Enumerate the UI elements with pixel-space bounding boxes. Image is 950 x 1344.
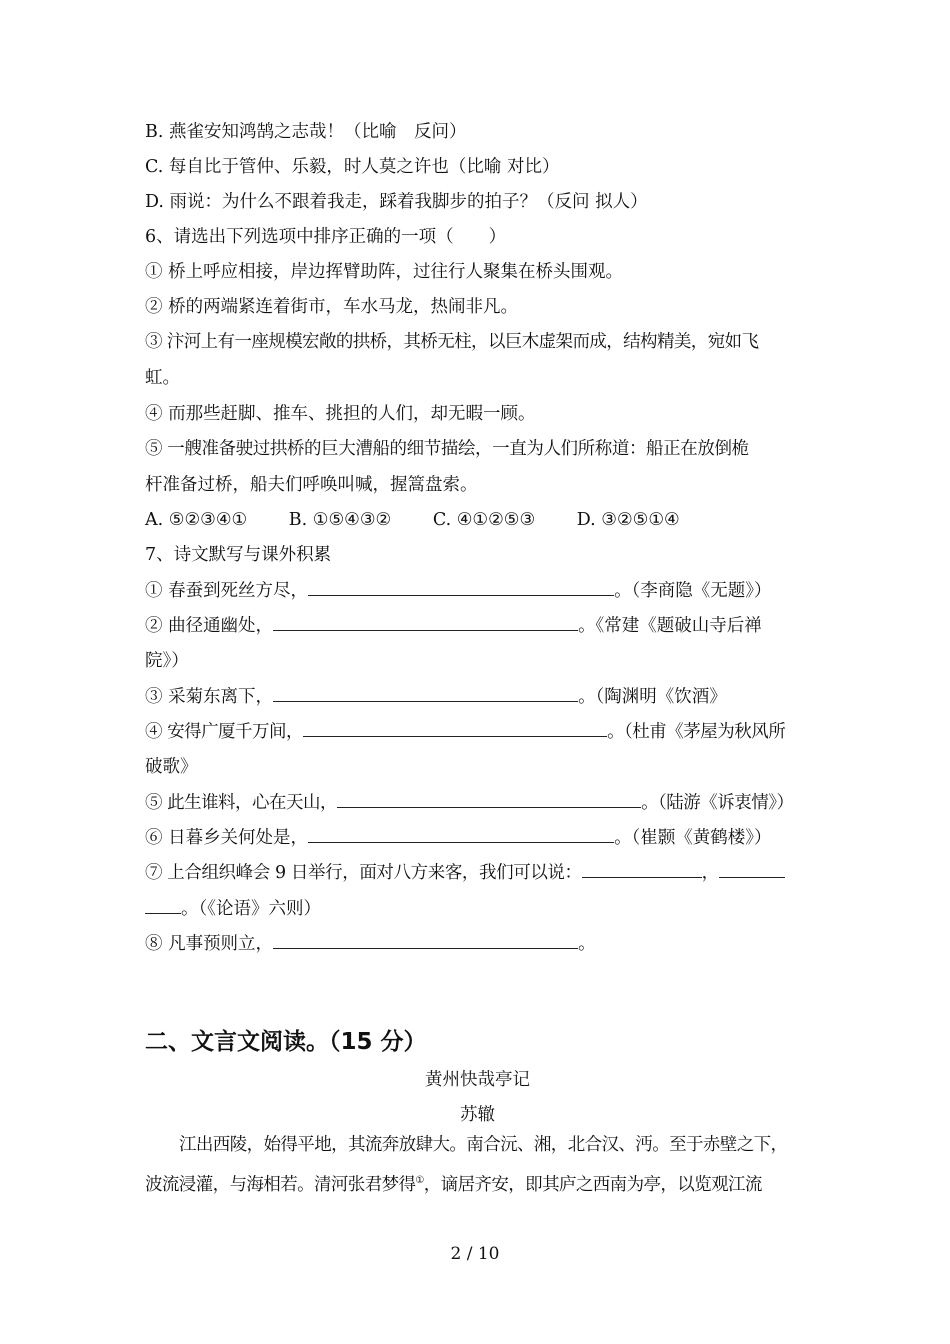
footnote-marker[interactable]: ① [415,1175,424,1186]
q5-option-d: D. 雨说：为什么不跟着我走，踩着我脚步的拍子？（反问 拟人） [145,192,648,212]
q7-item-7-cont [145,897,810,920]
q7-item-3 [145,685,810,708]
answer-blank[interactable] [273,614,578,631]
q7-item-6-text: ⑥ 日暮乡关何处是， [145,828,309,848]
q7-item-6 [145,826,810,849]
answer-blank[interactable] [719,861,785,878]
q7-item-4-text: ④ 安得广厦千万间， [145,722,304,742]
passage-author: 苏辙 [460,1105,495,1125]
q7-item-5-text: ⑤ 此生谁料，心在天山， [145,793,338,813]
answer-blank[interactable] [145,897,181,914]
q7-item-5-source: 。（陆游《诉衷情》） [641,793,794,813]
passage-title: 黄州快哉亭记 [425,1070,530,1090]
answer-blank[interactable] [582,861,702,878]
q6-sentence-5: ⑤ 一艘准备驶过拱桥的巨大漕船的细节描绘，一直为人们所称道：船正在放倒桅 [145,439,749,459]
q6-sentence-5-cont: 杆准备过桥，船夫们呼唤叫喊，握篙盘索。 [145,475,478,495]
q7-item-3-text: ③ 采菊东离下， [145,687,274,707]
q7-item-4 [145,720,810,743]
answer-blank[interactable] [273,685,578,702]
passage-text: 波流浸灌，与海相若。清河张君梦得 [145,1174,416,1195]
q7-item-2-text: ② 曲径通幽处， [145,616,274,636]
q6-options [145,509,810,531]
answer-blank[interactable] [308,579,614,596]
answer-blank[interactable] [303,720,607,737]
passage-paragraph-line-1: 江出西陵，始得平地，其流奔放肆大。南合沅、湘，北合汉、沔。至于赤壁之下， [179,1135,788,1155]
passage-paragraph-line-2 [145,1170,810,1196]
q6-option-c: C. ④①②⑤③ [432,510,536,530]
page-number: 2 / 10 [450,1244,500,1264]
passage-text: ，谪居齐安，即其庐之西南为亭，以览观江流 [423,1174,762,1195]
q7-item-1 [145,579,810,602]
q5-option-c: C. 每自比于管仲、乐毅，时人莫之许也（比喻 对比） [145,157,560,177]
answer-blank[interactable] [273,932,578,949]
q7-item-7 [145,861,810,884]
q6-option-b: B. ①⑤④③② [288,510,392,530]
q7-item-6-source: 。（崔颢《黄鹤楼》） [614,828,772,848]
q6-sentence-1: ① 桥上呼应相接，岸边挥臂助阵，过往行人聚集在桥头围观。 [145,262,624,282]
q7-item-2 [145,614,810,637]
q7-stem: 7、诗文默写与课外积累 [145,545,332,565]
q7-item-8-text: ⑧ 凡事预则立， [145,934,274,954]
q7-item-4-source: 。（杜甫《茅屋为秋风所 [607,722,786,742]
q6-sentence-3-cont: 虹。 [145,368,180,388]
q7-item-7-comma: ， [701,863,719,883]
q5-option-b: B. 燕雀安知鸿鹄之志哉！（比喻 反问） [145,122,467,142]
q6-sentence-3: ③ 汴河上有一座规模宏敞的拱桥，其桥无柱，以巨木虚架而成，结构精美，宛如飞 [145,332,759,352]
q7-item-3-source: 。（陶渊明《饮酒》 [578,687,727,707]
q7-item-2-cont: 院》） [145,651,189,671]
q6-stem: 6、请选出下列选项中排序正确的一项（ ） [145,227,507,247]
q7-item-2-source: 。《常建《题破山寺后禅 [578,616,762,636]
q6-option-d: D. ③②⑤①④ [576,510,680,530]
q7-item-8 [145,932,810,955]
q7-item-1-text: ① 春蚕到死丝方尽， [145,581,309,601]
q7-item-5 [145,791,810,814]
q6-option-a: A. ⑤②③④① [145,510,248,530]
answer-blank[interactable] [337,791,641,808]
q7-item-7-text: ⑦ 上合组织峰会 9 日举行，面对八方来客，我们可以说： [145,863,582,883]
q6-sentence-2: ② 桥的两端紧连着街市，车水马龙，热闹非凡。 [145,297,519,317]
answer-blank[interactable] [308,826,614,843]
section-heading: 二、文言文阅读。（15 分） [145,1029,427,1055]
q7-item-7-source: 。（《论语》六则） [181,899,321,919]
q7-item-4-cont: 破歌》 [145,757,198,777]
q7-item-1-source: 。（李商隐《无题》） [614,581,772,601]
q7-item-8-end: 。 [578,934,596,954]
q6-sentence-4: ④ 而那些赶脚、推车、挑担的人们，却无暇一顾。 [145,404,536,424]
